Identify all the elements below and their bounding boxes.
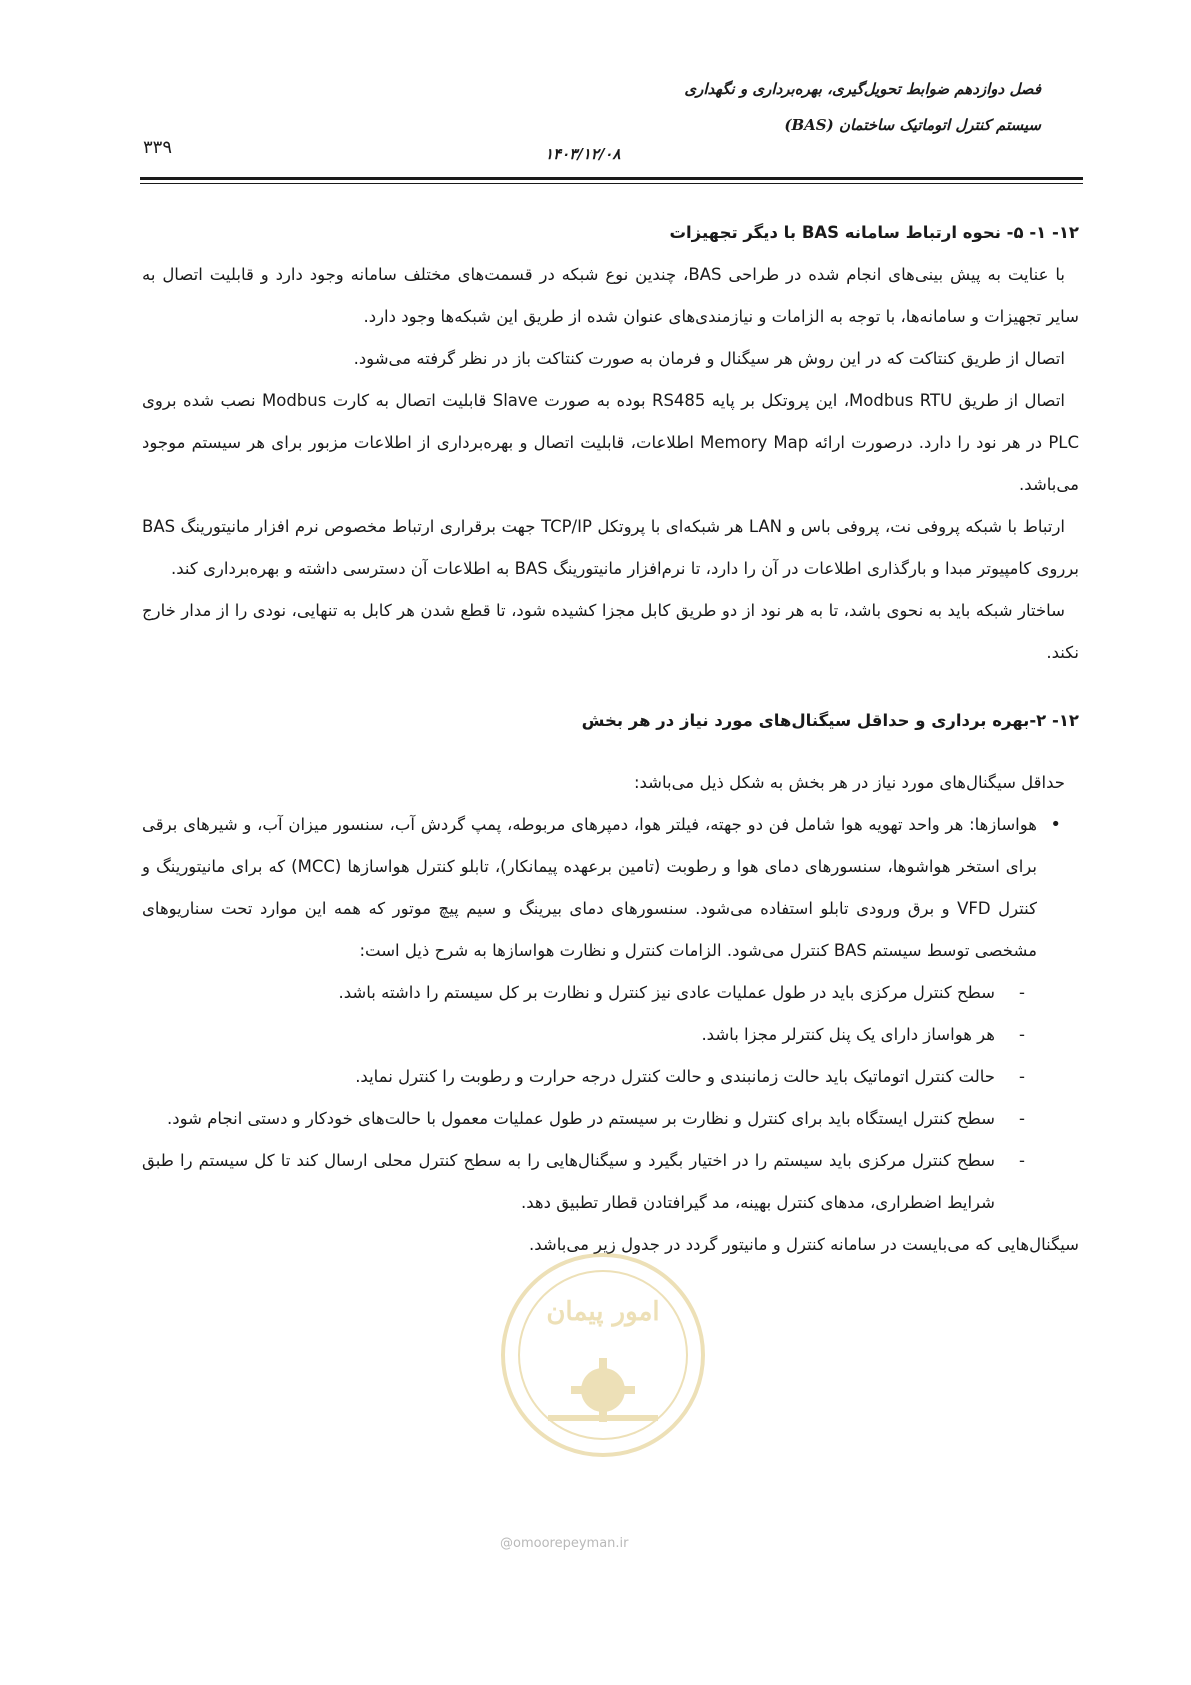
requirements-list <box>142 972 1037 1224</box>
page-number: ۳۳۹ <box>143 137 173 158</box>
watermark-url: @omoorepeyman.ir <box>500 1536 629 1551</box>
system-title: سیستم کنترل اتوماتیک ساختمان (BAS) <box>784 116 1041 134</box>
requirement-item: - سطح کنترل ایستگاه باید برای کنترل و نظارت بر سیستم در طول عملیات معمول با حالت‌های خودکار و دستی انجام شود. <box>142 1098 1029 1140</box>
bullet-item-air-handlers <box>142 804 1055 1224</box>
bullet-list <box>142 804 1079 1224</box>
requirement-item: - سطح کنترل مرکزی باید در طول عملیات عادی نیز کنترل و نظارت بر کل سیستم را داشته باشد. <box>142 972 1029 1014</box>
paragraph: ساختار شبکه باید به نحوی باشد، تا به هر نود از دو طریق کابل مجزا کشیده شود، تا قطع شدن هر کابل به تنهایی، نودی را از مدار خارج نکند. <box>142 601 1079 662</box>
paragraph: اتصال از طریق Modbus RTU، این پروتکل بر پایه RS485 بوده به صورت Slave قابلیت اتصال به کارت Modbus نصب شده بروی PLC در هر نود را دارد. درصورت ارائه Memory Map اطلاعات، قابلیت اتصال و بهره‌برداری از اطلاعات مزبور برای هر سیستم موجود می‌باشد. <box>142 391 1080 494</box>
section-intro: حداقل سیگنال‌های مورد نیاز در هر بخش به شکل ذیل می‌باشد: <box>633 773 1065 792</box>
section-heading-network-connection: ۱۲- ۱- ۵- نحوه ارتباط سامانه BAS با دیگر تجهیزات <box>669 223 1079 242</box>
chapter-title: فصل دوازدهم ضوابط تحویل‌گیری، بهره‌برداری و نگهداری <box>684 80 1041 98</box>
requirement-item: - سطح کنترل مرکزی باید سیستم را در اختیار بگیرد و سیگنال‌هایی را به سطح کنترل محلی ارسال کند تا کل سیستم را طبق شرایط اضطراری، مدهای کنترل بهینه، مد گیرافتادن قطار تطبیق دهد. <box>142 1140 1029 1224</box>
section-heading-operation-signals: ۱۲- ۲-بهره برداری و حداقل سیگنال‌های مورد نیاز در هر بخش <box>581 711 1079 730</box>
watermark-logo-icon <box>488 1240 718 1470</box>
document-body <box>142 212 1079 1266</box>
header-divider-thick <box>140 177 1083 180</box>
paragraph: اتصال از طریق کنتاکت که در این روش هر سیگنال و فرمان به صورت کنتاکت باز در نظر گرفته می‌شود. <box>353 349 1065 368</box>
header-date: ۱۴۰۳/۱۲/۰۸ <box>545 145 621 163</box>
requirement-item: - هر هواساز دارای یک پنل کنترلر مجزا باشد. <box>142 1014 1029 1056</box>
bullet-text: هواسازها: هر واحد تهویه هوا شامل فن دو جهته، فیلتر هوا، دمپرهای مربوطه، پمپ گردش آب، سنسور میزان آب، و شیرهای برقی برای استخر هواشوها، سنسورهای دمای هوا و رطوبت (تامین برعهده پیمانکار)، تابلو کنترل هواسازها (MCC) که برای مانیتورینگ و کنترل VFD و برق ورودی تابلو استفاده می‌شود. سنسورهای دمای بیرینگ و سیم پیچ موتور که همه این موارد تحت سناریوهای مشخصی توسط سیستم BAS کنترل می‌شود. الزامات کنترل و نظارت هواسازها به شرح ذیل است: <box>142 815 1037 960</box>
paragraph: با عنایت به پیش بینی‌های انجام شده در طراحی BAS، چندین نوع شبکه در قسمت‌های مختلف سامانه وجود دارد و قابلیت اتصال به سایر تجهیزات و سامانه‌ها، با توجه به الزامات و نیازمندی‌های عنوان شده از طریق این شبکه‌ها وجود دارد. <box>142 265 1079 326</box>
closing-line: سیگنال‌هایی که می‌بایست در سامانه کنترل و مانیتور گردد در جدول زیر می‌باشد. <box>529 1235 1079 1254</box>
watermark-logo-text: امور پیمان <box>546 1297 660 1327</box>
paragraph: ارتباط با شبکه پروفی نت، پروفی باس و LAN هر شبکه‌ای با پروتکل TCP/IP جهت برقراری ارتباط مخصوص نرم افزار مانیتورینگ BAS برروی کامپیوتر مبدا و بارگذاری اطلاعات در آن را دارد، تا نرم‌افزار مانیتورینگ BAS به اطلاعات آن دسترسی داشته و بهره‌برداری کند. <box>142 517 1079 578</box>
requirement-item: - حالت کنترل اتوماتیک باید حالت زمانبندی و حالت کنترل درجه حرارت و رطوبت را کنترل نماید. <box>142 1056 1029 1098</box>
header-divider-thin <box>140 183 1083 184</box>
